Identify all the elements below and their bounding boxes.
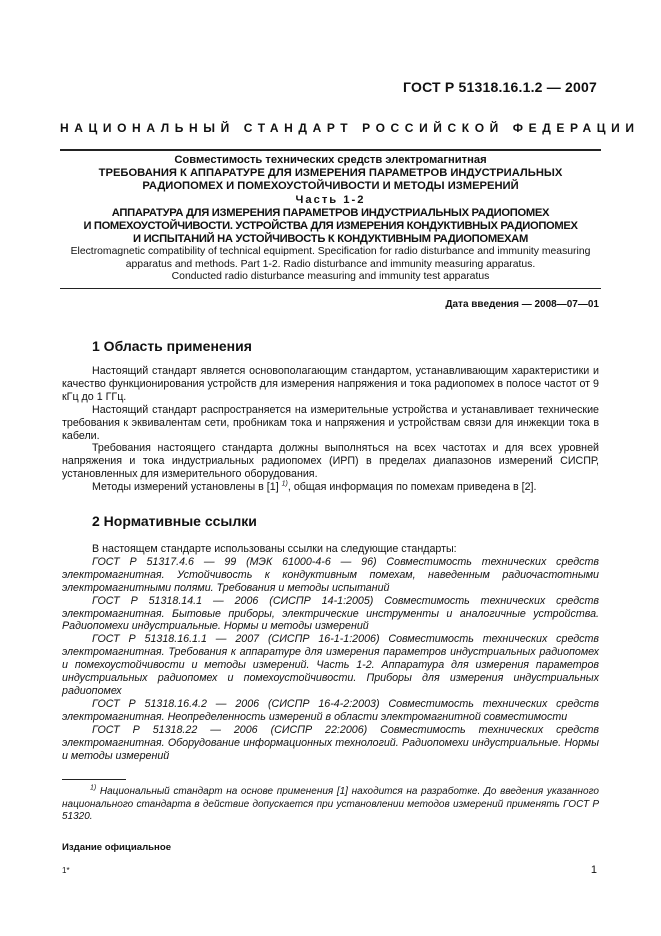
standard-banner: НАЦИОНАЛЬНЫЙ СТАНДАРТ РОССИЙСКОЙ ФЕДЕРАЦИИ — [60, 121, 640, 135]
footnote — [62, 786, 599, 824]
title-line: АППАРАТУРА ДЛЯ ИЗМЕРЕНИЯ ПАРАМЕТРОВ ИНДУСТРИАЛЬНЫХ РАДИОПОМЕХ — [111, 206, 550, 219]
english-title-line: Conducted radio disturbance measuring and immunity test apparatus — [171, 271, 490, 283]
paragraph: Настоящий стандарт является основополагающим стандартом, устанавливающим характеристики и качество функционирования устройств для измерения напряжения и тока радиопомех в полосе частот от 9 кГц до 1 ГГц. — [62, 365, 599, 403]
title-line: Совместимость технических средств электромагнитная — [174, 154, 487, 166]
title-part-label: Часть 1-2 — [295, 193, 366, 206]
introduction-date: Дата введения — 2008—07—01 — [445, 299, 599, 310]
reference-item: ГОСТ Р 51318.22 — 2006 (СИСПР 22:2006) Совместимость технических средств электромагнитная. Оборудование информационных технологий. Радиопомехи индустриальные. Нормы и методы измерений — [62, 723, 599, 762]
references-intro: В настоящем стандарте использованы ссылки на следующие стандарты: — [92, 543, 457, 555]
edition-label: Издание официальное — [62, 842, 172, 853]
footnote-marker: 1) — [90, 784, 97, 792]
title-block — [62, 154, 599, 284]
paragraph-text: Методы измерений установлены в [1] — [92, 481, 282, 494]
paragraph: Настоящий стандарт распространяется на измерительные устройства и устанавливает технические требования к эквивалентам сети, пробникам тока и напряжения и устройствам связи для инжекции тока в кабели. — [62, 403, 599, 442]
title-line: И ПОМЕХОУСТОЙЧИВОСТИ. УСТРОЙСТВА ДЛЯ ИЗМЕРЕНИЯ КОНДУКТИВНЫХ РАДИОПОМЕХ — [83, 220, 578, 233]
title-line: И ИСПЫТАНИЙ НА УСТОЙЧИВОСТЬ К КОНДУКТИВНЫМ РАДИОПОМЕХАМ — [133, 233, 528, 246]
title-line: ТРЕБОВАНИЯ К АППАРАТУРЕ ДЛЯ ИЗМЕРЕНИЯ ПАРАМЕТРОВ ИНДУСТРИАЛЬНЫХ — [98, 167, 563, 180]
reference-item: ГОСТ Р 51318.16.4.2 — 2006 (СИСПР 16-4-2:2003) Совместимость технических средств электромагнитная. Неопределенность измерений в области электромагнитной совместимости — [62, 697, 599, 723]
section-1-heading: 1 Область применения — [92, 338, 252, 354]
paragraph-text: , общая информация по помехам приведена в [2]. — [287, 481, 537, 494]
footnote-text: Национальный стандарт на основе применения [1] находится на разработке. До введения указанного национального стандарта в действие допускается при установлении методов измерений применять ГОСТ Р 51320. — [62, 786, 599, 822]
section-2-heading: 2 Нормативные ссылки — [92, 513, 257, 529]
english-title-line: Electromagnetic compatibility of technical equipment. Specification for radio disturbance and immunity measuring — [70, 246, 591, 258]
page-number: 1 — [590, 864, 597, 876]
title-line: РАДИОПОМЕХ И ПОМЕХОУСТОЙЧИВОСТИ И МЕТОДЫ ИЗМЕРЕНИЙ — [142, 180, 519, 193]
section-2-body — [62, 543, 599, 762]
reference-item: ГОСТ Р 51317.4.6 — 99 (МЭК 61000-4-6 — 96) Совместимость технических средств электромагнитная. Устойчивость к кондуктивным помехам, наведенным радиочастотными электромагнитными полями. Требования и методы испытаний — [62, 555, 599, 594]
paragraph: Требования настоящего стандарта должны выполняться на всех частотах и для всех уровней напряжения и тока индустриальных радиопомех (ИРП) в пределах диапазонов измерений СИСПР, установленных для измерительного оборудования. — [62, 442, 599, 481]
title-top-rule — [60, 149, 601, 151]
english-title-line: apparatus and methods. Part 1-2. Radio disturbance and immunity measuring apparatus. — [125, 258, 536, 270]
paragraph-with-footnote-ref — [62, 481, 599, 494]
document-number: ГОСТ Р 51318.16.1.2 — 2007 — [403, 79, 597, 95]
fold-mark: 1* — [62, 866, 70, 875]
section-1-body — [62, 365, 599, 494]
title-bottom-rule — [60, 288, 601, 289]
footnote-ref[interactable]: 1) — [281, 480, 288, 488]
reference-item: ГОСТ Р 51318.16.1.1 — 2007 (СИСПР 16-1-1:2006) Совместимость технических средств электромагнитная. Требования к аппаратуре для измерения параметров индустриальных радиопомех и помехоустойчивости и методы измерений. Часть 1-2. Аппаратура для измерения параметров индустриальных радиопомех и помехоустойчивости. Приборы для измерения индустриальных радиопомех — [62, 633, 599, 697]
footnote-rule — [62, 779, 126, 780]
reference-item: ГОСТ Р 51318.14.1 — 2006 (СИСПР 14-1:2005) Совместимость технических средств электромагнитная. Бытовые приборы, электрические инструменты и аналогичные устройства. Радиопомехи индустриальные. Нормы и методы измерений — [62, 594, 599, 633]
